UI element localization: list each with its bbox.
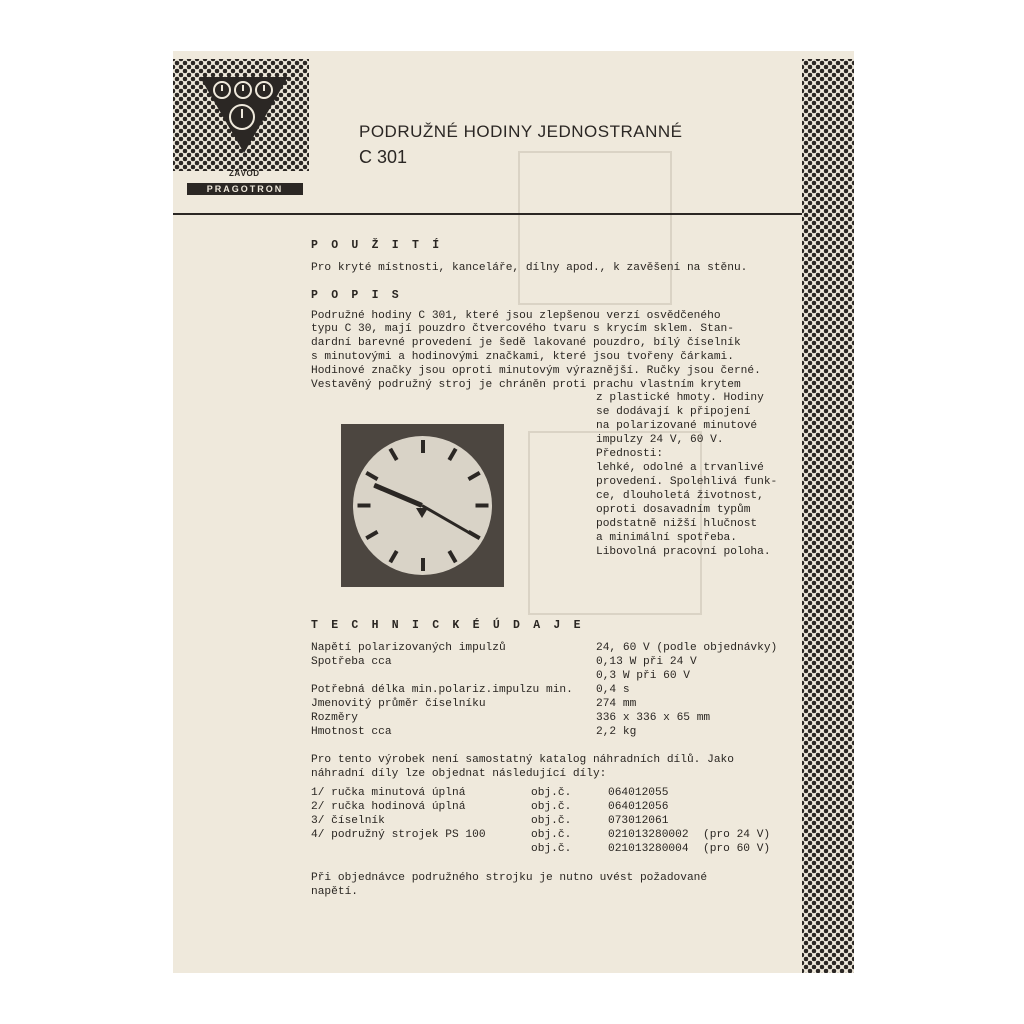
page-title: PODRUŽNÉ HODINY JEDNOSTRANNÉ <box>359 122 683 141</box>
description-line: lehké, odolné a trvanlivé <box>596 462 764 474</box>
part-obj: obj.č. <box>531 843 572 855</box>
datasheet-page <box>173 51 854 973</box>
spec-label: Potřebná délka min.polariz.impulzu min. <box>311 684 573 696</box>
spec-label: Napětí polarizovaných impulzů <box>311 642 506 654</box>
clock-icon <box>213 81 231 99</box>
description-line: Podružné hodiny C 301, které jsou zlepšenou verzí osvědčeného <box>311 310 721 322</box>
clock-icon <box>234 81 252 99</box>
spec-value: 0,13 W při 24 V <box>596 656 697 668</box>
description-line: dardní barevné provedení je šedě lakované pouzdro, bílý číselník <box>311 337 741 349</box>
section-heading-technical: T E C H N I C K É Ú D A J E <box>311 619 584 632</box>
description-line: s minutovými a hodinovými značkami, které jsou tvořeny čárkami. <box>311 351 734 363</box>
part-note: (pro 24 V) <box>703 829 771 841</box>
description-line: a minimální spotřeba. <box>596 532 737 544</box>
part-number: 021013280002 <box>608 829 689 841</box>
part-number: 064012056 <box>608 801 669 813</box>
footer-note: Při objednávce podružného strojku je nutno uvést požadované <box>311 872 708 884</box>
spare-parts-intro: náhradní díly lze objednat následující díly: <box>311 768 607 780</box>
brand-name: PRAGOTRON <box>187 183 303 195</box>
spec-value: 24, 60 V (podle objednávky) <box>596 642 778 654</box>
divider <box>173 213 802 215</box>
part-name: 4/ podružný strojek PS 100 <box>311 829 486 841</box>
description-line: provedení. Spolehlivá funk- <box>596 476 778 488</box>
clock-face <box>353 436 492 575</box>
part-obj: obj.č. <box>531 801 572 813</box>
description-line: Hodinové značky jsou oproti minutovým výraznější. Ručky jsou černé. <box>311 365 761 377</box>
spec-value: 274 mm <box>596 698 637 710</box>
spec-value: 0,4 s <box>596 684 630 696</box>
spec-label: Jmenovitý průměr číselníku <box>311 698 486 710</box>
part-number: 064012055 <box>608 787 669 799</box>
part-number: 021013280004 <box>608 843 689 855</box>
description-line: oproti dosavadním typům <box>596 504 751 516</box>
description-line: Vestavěný podružný stroj je chráněn proti prachu vlastním krytem <box>311 379 741 391</box>
part-obj: obj.č. <box>531 787 572 799</box>
halftone-stripe <box>802 59 854 973</box>
description-line: impulzy 24 V, 60 V. <box>596 434 724 446</box>
part-number: 073012061 <box>608 815 669 827</box>
part-note: (pro 60 V) <box>703 843 771 855</box>
spec-value: 0,3 W při 60 V <box>596 670 690 682</box>
part-obj: obj.č. <box>531 815 572 827</box>
description-line: se dodávají k připojení <box>596 406 751 418</box>
spec-label: Hmotnost cca <box>311 726 392 738</box>
show-through-drawing <box>518 151 672 305</box>
use-text: Pro kryté místnosti, kanceláře, dílny apod., k zavěšení na stěnu. <box>311 262 748 274</box>
pragotron-logo-icon <box>416 508 428 518</box>
clock-icon <box>255 81 273 99</box>
spec-value: 336 x 336 x 65 mm <box>596 712 711 724</box>
part-name: 1/ ručka minutová úplná <box>311 787 466 799</box>
footer-note: napětí. <box>311 886 358 898</box>
spec-label: Rozměry <box>311 712 358 724</box>
part-name: 2/ ručka hodinová úplná <box>311 801 466 813</box>
description-line: Přednosti: <box>596 448 664 460</box>
description-line: z plastické hmoty. Hodiny <box>596 392 764 404</box>
description-line: Libovolná pracovní poloha. <box>596 546 771 558</box>
description-line: na polarizované minutové <box>596 420 758 432</box>
hour-mark <box>422 436 424 506</box>
part-obj: obj.č. <box>531 829 572 841</box>
spare-parts-intro: Pro tento výrobek není samostatný katalog náhradních dílů. Jako <box>311 754 734 766</box>
section-heading-use: P O U Ž I T Í <box>311 239 443 252</box>
logo-caption: ZÁVOD <box>229 169 260 178</box>
description-line: ce, dlouholetá životnost, <box>596 490 764 502</box>
section-heading-description: P O P I S <box>311 289 402 302</box>
part-name: 3/ číselník <box>311 815 385 827</box>
spec-value: 2,2 kg <box>596 726 637 738</box>
clock-icon <box>229 104 255 130</box>
model-number: C 301 <box>359 147 408 167</box>
description-line: typu C 30, mají pouzdro čtvercového tvaru s krycím sklem. Stan- <box>311 323 734 335</box>
square-wall-clock-photo <box>341 424 504 587</box>
description-line: podstatně nižší hlučnost <box>596 518 758 530</box>
spec-label: Spotřeba cca <box>311 656 392 668</box>
